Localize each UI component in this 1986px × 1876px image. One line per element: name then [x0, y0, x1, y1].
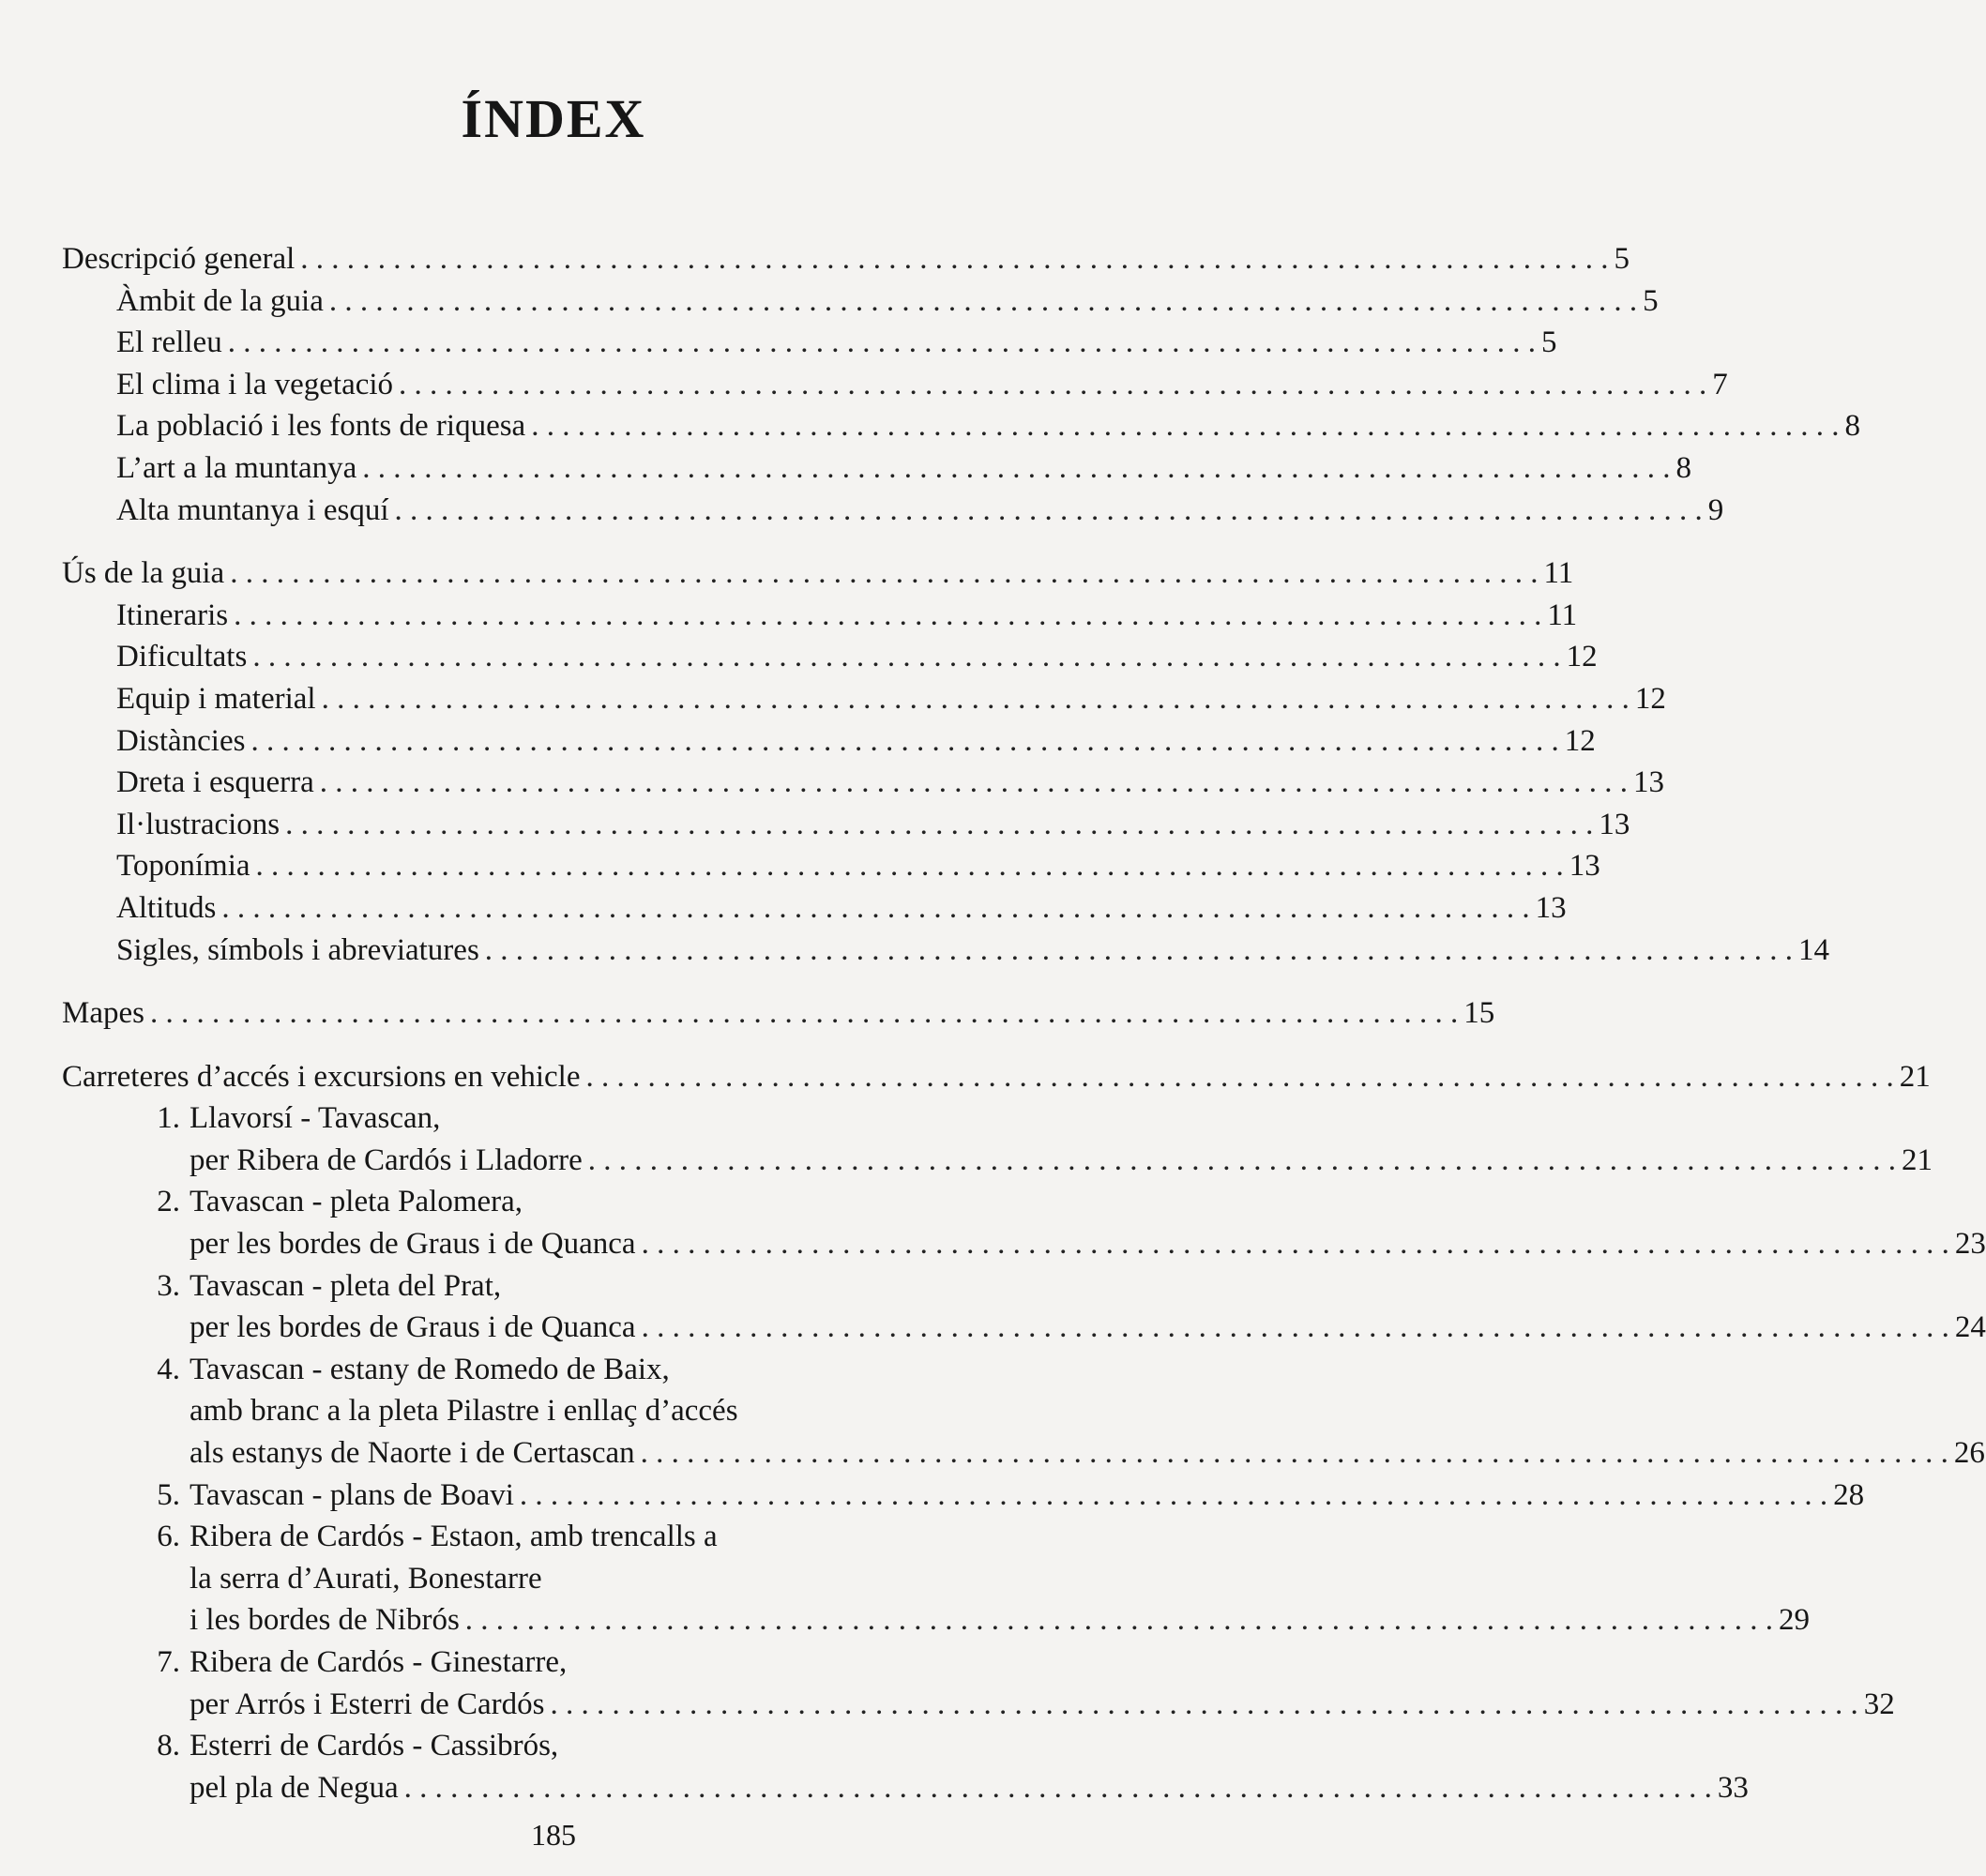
leader-dots	[585, 1056, 1893, 1098]
leader-dots	[641, 1432, 1948, 1475]
toc-entry	[62, 636, 1598, 678]
leader-dots	[285, 804, 1593, 846]
route-title-line: amb branc a la pleta Pilastre i enllaç d’accés	[190, 1394, 738, 1429]
toc-entry-label: Descripció general	[62, 242, 296, 276]
leader-dots	[329, 280, 1637, 323]
toc-entry-label: Distàncies	[116, 723, 246, 758]
toc-entry	[190, 1307, 1986, 1349]
toc-entry-page: 11	[1547, 598, 1578, 632]
toc-entry	[62, 490, 1724, 532]
toc-entry-label: per Ribera de Cardós i Lladorre	[190, 1142, 583, 1177]
toc-entry-label: Mapes	[62, 996, 144, 1031]
toc-entry	[190, 1599, 1810, 1642]
toc-entry-label: per les bordes de Graus i de Quanca	[190, 1310, 636, 1345]
toc-entry-label: Dificultats	[116, 640, 248, 674]
toc-entry-label: Toponímia	[116, 849, 250, 884]
toc-entry	[62, 992, 1495, 1035]
leader-dots	[531, 405, 1839, 447]
toc-entry-page: 11	[1543, 556, 1574, 591]
toc-entry	[62, 930, 1830, 972]
route-title-line: Tavascan - pleta del Prat,	[190, 1268, 502, 1303]
toc-entry-page: 29	[1779, 1603, 1811, 1638]
leader-dots	[322, 678, 1630, 720]
route-item	[62, 1642, 1895, 1725]
leader-dots	[320, 762, 1628, 804]
toc-entry-page: 12	[1566, 640, 1598, 674]
leader-dots	[465, 1599, 1773, 1642]
toc-entry-page: 5	[1614, 242, 1630, 276]
toc-entry-page: 12	[1634, 681, 1666, 716]
route-item	[62, 1725, 1749, 1808]
leader-dots	[642, 1307, 1949, 1349]
toc-entry	[62, 1056, 1931, 1098]
leader-dots	[150, 992, 1458, 1035]
leader-dots	[399, 364, 1706, 406]
leader-dots	[256, 845, 1564, 887]
table-of-contents	[62, 238, 1986, 1830]
route-number: 4.	[157, 1352, 180, 1386]
leader-dots	[642, 1223, 1949, 1265]
toc-entry-label: Altituds	[116, 890, 217, 925]
toc-entry-page: 33	[1717, 1770, 1749, 1805]
toc-entry	[62, 845, 1600, 887]
toc-entry	[62, 552, 1574, 595]
leader-dots	[362, 447, 1670, 490]
route-number: 6.	[157, 1520, 180, 1554]
leader-dots	[395, 490, 1703, 532]
toc-entry	[62, 678, 1666, 720]
leader-dots	[250, 720, 1558, 763]
toc-entry	[62, 595, 1578, 637]
route-item	[62, 1349, 1985, 1475]
toc-entry-page: 8	[1844, 409, 1860, 444]
toc-entry	[62, 887, 1567, 930]
toc-entry	[62, 720, 1596, 763]
route-title-line: Tavascan - pleta Palomera,	[190, 1185, 523, 1219]
toc-entry-label: pel pla de Negua	[190, 1770, 399, 1805]
toc-entry	[62, 364, 1728, 406]
leader-dots	[485, 930, 1793, 972]
toc-section-routes	[62, 1056, 1986, 1809]
route-number: 5.	[157, 1477, 180, 1512]
toc-entry-page: 8	[1675, 450, 1692, 485]
route-number: 7.	[157, 1645, 180, 1679]
toc-entry-label: Alta muntanya i esquí	[116, 492, 389, 527]
toc-entry-page: 5	[1643, 283, 1659, 318]
toc-entry-label: Ús de la guia	[62, 556, 225, 591]
leader-dots	[404, 1767, 1712, 1809]
toc-entry-label: Àmbit de la guia	[116, 283, 324, 318]
toc-entry-page: 13	[1632, 765, 1664, 800]
leader-dots	[588, 1140, 1896, 1182]
leader-dots	[230, 552, 1538, 595]
toc-entry-label: Tavascan - plans de Boavi	[190, 1477, 514, 1512]
toc-entry	[62, 238, 1630, 280]
route-title-line: la serra d’Aurati, Bonestarre	[190, 1561, 542, 1596]
route-title-line: Esterri de Cardós - Cassibrós,	[190, 1729, 559, 1763]
route-item	[62, 1265, 1986, 1349]
toc-entry-label: per Arrós i Esterri de Cardós	[190, 1687, 545, 1721]
route-title-line: Ribera de Cardós - Estaon, amb trencalls a	[190, 1520, 718, 1554]
toc-entry-label: als estanys de Naorte i de Certascan	[190, 1436, 635, 1471]
toc-entry-page: 13	[1599, 807, 1630, 841]
toc-entry-page: 23	[1954, 1227, 1986, 1262]
route-item	[62, 1475, 1865, 1517]
toc-entry-page: 5	[1540, 325, 1557, 360]
toc-entry-label: La població i les fonts de riquesa	[116, 409, 526, 444]
toc-section	[62, 552, 1830, 971]
route-number: 8.	[157, 1729, 180, 1763]
toc-section	[62, 238, 1860, 531]
toc-entry-page: 24	[1954, 1310, 1986, 1345]
toc-entry-label: Equip i material	[116, 681, 316, 716]
toc-entry-page: 21	[1899, 1059, 1931, 1094]
leader-dots	[221, 887, 1529, 930]
toc-entry-label: Carreteres d’accés i excursions en vehicle	[62, 1059, 581, 1094]
route-title-line: Tavascan - estany de Romedo de Baix,	[190, 1352, 670, 1386]
toc-entry	[190, 1475, 1864, 1517]
route-number: 3.	[157, 1268, 180, 1303]
toc-entry-label: El clima i la vegetació	[116, 367, 394, 401]
route-item	[62, 1516, 1811, 1642]
toc-entry-page: 9	[1707, 492, 1724, 527]
leader-dots	[300, 238, 1608, 280]
toc-entry-page: 13	[1535, 890, 1567, 925]
toc-entry	[62, 322, 1557, 364]
route-item	[62, 1097, 1933, 1181]
route-item	[62, 1181, 1986, 1264]
leader-dots	[551, 1684, 1858, 1726]
toc-entry-page: 7	[1712, 367, 1728, 401]
toc-entry-label: Il·lustracions	[116, 807, 280, 841]
toc-entry	[190, 1432, 1985, 1475]
toc-entry-label: i les bordes de Nibrós	[190, 1603, 460, 1638]
route-number: 2.	[157, 1185, 180, 1219]
toc-entry-label: Itineraris	[116, 598, 229, 632]
toc-entry-page: 13	[1569, 849, 1600, 884]
toc-entry-label: per les bordes de Graus i de Quanca	[190, 1227, 636, 1262]
toc-entry-page: 14	[1798, 932, 1830, 967]
toc-entry	[190, 1140, 1933, 1182]
toc-entry-label: Sigles, símbols i abreviatures	[116, 932, 479, 967]
toc-entry-label: El relleu	[116, 325, 222, 360]
toc-entry	[62, 447, 1692, 490]
toc-entry	[62, 804, 1630, 846]
leader-dots	[234, 595, 1541, 637]
leader-dots	[520, 1475, 1827, 1517]
toc-entry-label: Dreta i esquerra	[116, 765, 314, 800]
toc-entry-page: 28	[1833, 1477, 1865, 1512]
toc-section	[62, 992, 1495, 1035]
toc-entry-page: 15	[1463, 996, 1495, 1031]
route-title-line: Llavorsí - Tavascan,	[190, 1101, 441, 1136]
toc-entry	[190, 1767, 1749, 1809]
leader-dots	[252, 636, 1560, 678]
route-number: 1.	[157, 1101, 180, 1136]
toc-entry-page: 21	[1902, 1142, 1933, 1177]
toc-entry-page: 26	[1953, 1436, 1985, 1471]
route-title-line: Ribera de Cardós - Ginestarre,	[190, 1645, 568, 1679]
toc-entry-label: L’art a la muntanya	[116, 450, 357, 485]
page-title: ÍNDEX	[461, 88, 646, 149]
toc-entry-page: 12	[1564, 723, 1596, 758]
toc-entry	[190, 1684, 1895, 1726]
toc-entry-page: 32	[1863, 1687, 1895, 1721]
toc-entry	[62, 762, 1664, 804]
toc-entry	[190, 1223, 1986, 1265]
toc-entry	[62, 405, 1860, 447]
toc-entry	[62, 280, 1659, 323]
page-number: 185	[531, 1818, 576, 1852]
leader-dots	[228, 322, 1536, 364]
